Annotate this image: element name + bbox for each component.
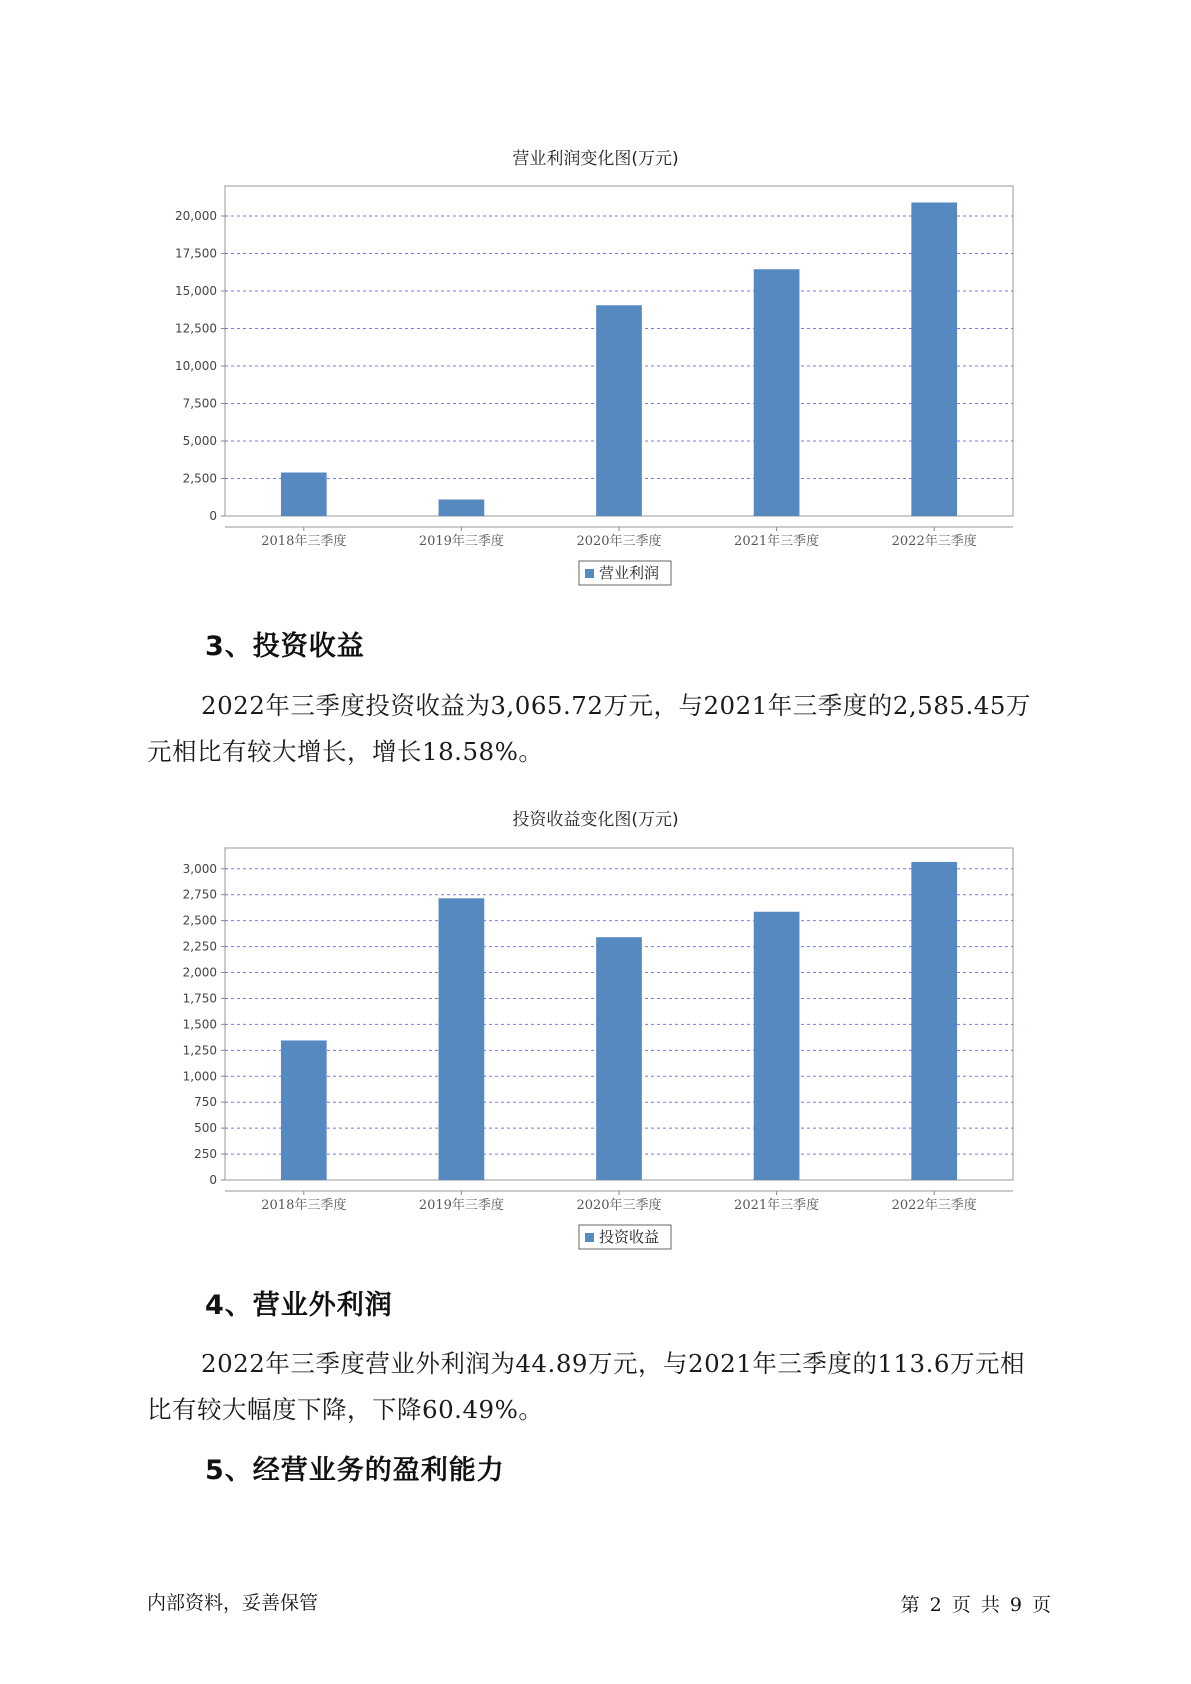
x-tick-label: 2021年三季度 bbox=[734, 1198, 820, 1213]
section-4-paragraph: 2022年三季度营业外利润为44.89万元，与2021年三季度的113.6万元相比有较大幅度下降，下降60.49%。 bbox=[147, 1349, 1025, 1424]
legend-label: 营业利润 bbox=[599, 564, 660, 582]
section-5-heading: 5、经营业务的盈利能力 bbox=[205, 1455, 505, 1486]
y-tick-label: 10,000 bbox=[175, 359, 217, 373]
y-tick-label: 2,000 bbox=[182, 965, 217, 980]
y-tick-label: 0 bbox=[209, 1173, 217, 1187]
y-tick-label: 500 bbox=[194, 1121, 217, 1136]
bar bbox=[911, 862, 957, 1180]
x-tick-label: 2018年三季度 bbox=[261, 1198, 347, 1213]
legend-swatch bbox=[585, 1233, 594, 1242]
y-tick-label: 7,500 bbox=[182, 396, 217, 411]
y-tick-label: 20,000 bbox=[175, 209, 217, 223]
y-tick-label: 17,500 bbox=[175, 246, 217, 261]
y-tick-label: 2,250 bbox=[182, 939, 217, 954]
y-tick-label: 250 bbox=[194, 1147, 217, 1162]
y-tick-label: 2,750 bbox=[182, 887, 217, 902]
y-tick-label: 1,750 bbox=[182, 991, 217, 1006]
x-tick-label: 2021年三季度 bbox=[734, 534, 820, 549]
section-3-heading: 3、投资收益 bbox=[205, 631, 365, 662]
y-tick-label: 0 bbox=[209, 509, 217, 523]
x-tick-label: 2018年三季度 bbox=[261, 534, 347, 549]
bar bbox=[439, 898, 485, 1180]
x-tick-label: 2019年三季度 bbox=[418, 1198, 504, 1213]
y-tick-label: 2,500 bbox=[182, 471, 217, 486]
bar bbox=[281, 1040, 327, 1180]
bar bbox=[754, 912, 800, 1180]
y-tick-label: 5,000 bbox=[182, 434, 217, 448]
y-tick-label: 3,000 bbox=[182, 861, 217, 876]
y-tick-label: 1,000 bbox=[182, 1069, 217, 1084]
legend-label: 投资收益 bbox=[599, 1228, 660, 1246]
x-tick-label: 2022年三季度 bbox=[891, 1198, 977, 1213]
y-tick-label: 1,250 bbox=[182, 1043, 217, 1058]
y-tick-label: 12,500 bbox=[175, 321, 217, 336]
y-tick-label: 1,500 bbox=[182, 1017, 217, 1032]
section-4-heading: 4、营业外利润 bbox=[205, 1290, 393, 1321]
footer-page-number: 第 2 页 共 9 页 bbox=[900, 1594, 1051, 1616]
chart-1-title: 营业利润变化图(万元) bbox=[512, 149, 679, 169]
x-tick-label: 2020年三季度 bbox=[576, 1198, 662, 1213]
x-tick-label: 2022年三季度 bbox=[891, 534, 977, 549]
x-tick-label: 2020年三季度 bbox=[576, 534, 662, 549]
bar bbox=[596, 937, 642, 1180]
x-tick-label: 2019年三季度 bbox=[418, 534, 504, 549]
footer-confidential-note: 内部资料，妥善保管 bbox=[147, 1592, 319, 1614]
y-tick-label: 2,500 bbox=[182, 913, 217, 928]
section-3-paragraph: 2022年三季度投资收益为3,065.72万元，与2021年三季度的2,585.45万元相比有较大增长，增长18.58%。 bbox=[147, 691, 1031, 766]
y-tick-label: 750 bbox=[194, 1095, 217, 1110]
y-tick-label: 15,000 bbox=[175, 284, 217, 298]
chart-2-title: 投资收益变化图(万元) bbox=[512, 810, 679, 830]
